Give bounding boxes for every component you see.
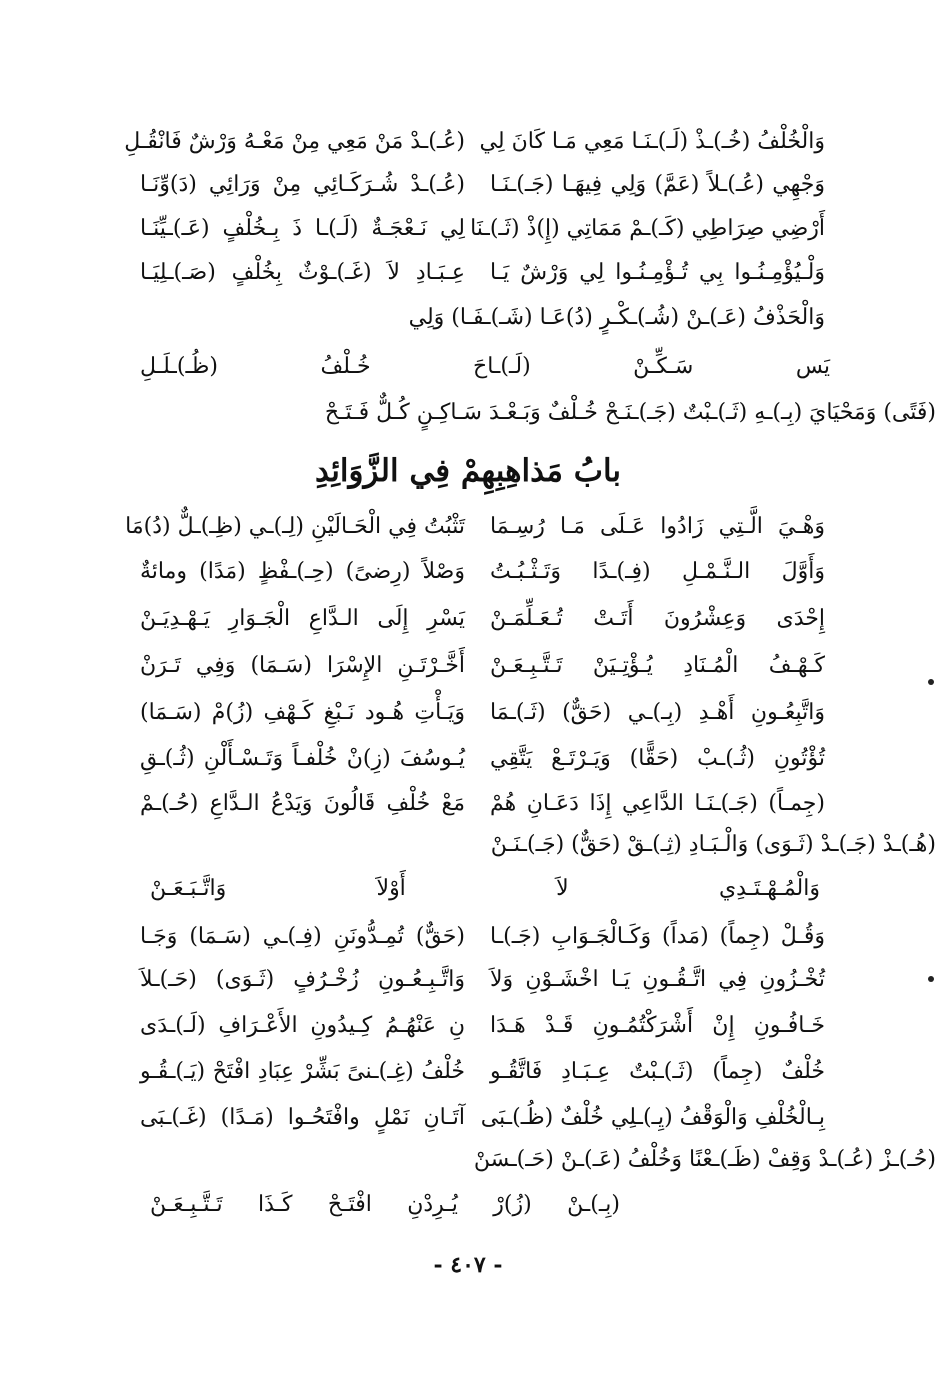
verse-line: [124, 119, 825, 165]
spread-verse-line: [150, 866, 820, 912]
verse-line: [140, 162, 825, 208]
verse-word: تَـتَّـبِـعَـنْ: [150, 1192, 223, 1217]
verse-second-hemistich: يُـوسُفَ (زِ)نْ خُلْفـاً وَتَـسْـأَلْنِ (ثُـ)ـقِ: [140, 746, 465, 771]
verse-line-full: (فَتًى) وَمَحْيَايَ (بِـ)ـهِ (ثَـ)ـبْتٌ (جَـ)ـنَـحْ خُـلْفٌ وَبَـعْـدَ سَـاكِـنٍ كُـلٌّ فَـتَـحْ: [324, 400, 936, 425]
spread-verse-line: [140, 344, 830, 390]
verse-first-hemistich: بِـالْخُلْفِ وَالْوَقْفُ (يِـ)ـلِي خُلْفٌ (ظُـ)ـبَى: [480, 1105, 825, 1130]
verse-second-hemistich: لِي نَـعْجَـةٌ (لَـ)ـا ذَ بِـخُلْفٍ (عَـ)ـيِّنَـا: [140, 216, 465, 241]
verse-second-hemistich: يَسْرِ إِلَى الـدَّاعِ الْجَـوَارِ يَـهْـدِيَـنْ: [140, 606, 465, 631]
verse-second-hemistich: (حَقٌّ) تُمِـدُّونَنِ (فِـ)ـي (سَـمَا) وَجَـا: [140, 924, 465, 949]
verse-line-full: (حُـ)ـزْ (عُـ)ـدْ وَقِفْ (ظَـ)ـعْنًا وَخُلْفُ (عَـ)ـنْ (حَـ)ـسَنْ: [473, 1147, 936, 1172]
margin-dot-mark: [928, 679, 934, 685]
verse-second-hemistich: أَخَّـرْتَـنِ الإِسْرَا (سَـمَا) وَفِي تَـرَنْ: [140, 653, 465, 678]
verse-word: خُـلْفُ: [320, 354, 371, 379]
verse-first-hemistich: وَقُـلْ (جِماً) (مَداً) وَكَـالْجَـوَابِ (جَـ)ـا: [490, 924, 825, 949]
verse-line: [140, 781, 825, 827]
verse-second-hemistich: وَاتَّـبِـعُـونِ زُخْـرُفٍ (ثَـوَى) (حَـ)ـلاَ: [140, 967, 465, 992]
verse-word: يَس: [795, 354, 830, 379]
verse-word: سَـكِّـنْ: [633, 354, 694, 379]
verse-first-hemistich: وَجْهِي (عُـ)ـلاً (عَمَّ) وَلِي فِيهَـا (جَـ)ـنَـا: [490, 172, 825, 197]
verse-word: (زُ)رْ: [493, 1192, 532, 1217]
verse-second-hemistich: (عُـ)ـدْ مَنْ مَعِي مِنْ مَعْـهُ وَرْشٌ فَانْقُـلِ: [124, 129, 465, 154]
verse-line: [140, 957, 825, 1003]
verse-word: (ظُـ)ـلَـلِ: [140, 354, 218, 379]
verse-word: كَـذَا: [257, 1192, 293, 1217]
verse-first-hemistich: وَلْـيُؤْمِـنُـوا بِي تُـؤْمِـنُـوا لِي وَرْشٌ يَـا: [490, 260, 825, 285]
verse-first-hemistich: وَالْحَذْفُ (عَـ)ـنْ (شُـ)ـكْـرٍ (دُ)عَـا (شَـ)ـفَـا) وَلِي: [408, 305, 825, 330]
verse-second-hemistich: وَصْلاً (رِضىً) (حِـ)ـفْظٍ (مَدًا) ومائةٌ: [140, 559, 465, 584]
verse-word: افْتَـحْ: [327, 1192, 372, 1217]
margin-dot-mark: [928, 976, 934, 982]
verse-line-full: (هُـ)ـدْ (جَـ)ـدْ (ثَـوَى) وَالْـبَـادِ (ثِـ)ـقْ (حَقٌّ) (جَـ)ـنَـنْ: [490, 832, 936, 857]
verse-line: [140, 206, 825, 252]
verse-first-hemistich: أَرْضِي صِرَاطِي (كَـ)ـمْ مَمَاتِي (إِ)ذْ (ثَـ)ـنَا: [470, 216, 825, 241]
verse-word: (بِـ)ـنْ: [567, 1192, 620, 1217]
verse-first-hemistich: (جِمـاً) (جَـ)ـنَـا الدَّاعِي إِذَا دَعَـانِ هُمْ: [490, 791, 825, 816]
verse-line: [140, 1049, 825, 1095]
verse-line: [140, 736, 825, 782]
verse-first-hemistich: وَهْـيَ الَّـتِي زَادُوا عَـلَى مَـا رُسِـمَا: [490, 514, 825, 539]
page-number: - ٤٠٧ -: [433, 1252, 503, 1278]
verse-second-hemistich: نِ عَنْهُـمُ كِـيدُونِ الأَعْـرَافِ (لَـ)ـدَى: [140, 1013, 465, 1038]
verse-second-hemistich: (عُـ)ـدْ شُـرَكَـائِي مِنْ وَرَائِي (دَ)وِّنَـا: [140, 172, 465, 197]
verse-second-hemistich: مَعْ خُلْفِ قَالُونَ وَيَدْعُ الـدَّاعِ (حُـ)ـمْ: [140, 791, 465, 816]
verse-line: [140, 295, 825, 341]
verse-line: [140, 914, 825, 960]
section-title: بابُ مَذاهِبِهِمْ فِي الزَّوَائِدِ: [314, 453, 622, 489]
verse-line: [140, 1003, 825, 1049]
verse-line: [140, 596, 825, 642]
verse-first-hemistich: وَالْخُلْفُ (خُـ)ـذْ (لَـ)ـنَـا مَعِي مَـا كَانَ لِي: [479, 129, 825, 154]
verse-first-hemistich: خَـافُـونِ إِنْ أَشْرَكْتُمُـونِ قَـدْ هَـدَا: [490, 1013, 825, 1038]
verse-second-hemistich: [140, 295, 465, 341]
verse-line: [140, 643, 825, 689]
verse-second-hemistich: تَثْبُتُ فِي الْحَـالَيْنِ (لِـ)ـي (ظِـ)ـلٌّ (دُ)مَا: [125, 514, 465, 539]
verse-first-hemistich: تُؤْتُونِ (ثُـ)ـبْ (حَقًّا) وَيَـرْتَـعْ يَتَّقِي: [490, 746, 825, 771]
verse-first-hemistich: خُلْفٌ (جِماً) (ثَـ)ـبْتٌ عِـبَـادِ فَاتَّقُـو: [490, 1059, 825, 1084]
verse-second-hemistich: عِـبَـادِ لاَ (غَـ)ـوْثٌ بِخُلْفٍ (صَـ)ـلِيَـا: [140, 260, 465, 285]
verse-first-hemistich: إِحْدَى وَعِشْرُونَ أَتَـتْ تُـعَـلِّمَـنْ: [490, 606, 825, 631]
verse-line: [140, 1095, 825, 1141]
verse-word: يُـرِدْنِ: [407, 1192, 458, 1217]
verse-line: [140, 690, 825, 736]
verse-line: [140, 250, 825, 296]
verse-word: (لَـ)ـاحَ: [473, 354, 531, 379]
verse-second-hemistich: خُلْفُ (غِـ)ـنىً بَشِّرْ عِبَادِ افْتَحْ (يَـ)ـقُـو: [140, 1059, 465, 1084]
verse-first-hemistich: وَأَوَّلَ الـنَّـمْـلِ (فِـ)ـدًا وَتَـثْـبُـتُ: [490, 559, 825, 584]
verse-second-hemistich: وَيَـأْتِ هُـود نَـبْغِ كَـهْفِ (زُ)مْ (سَـمَا): [140, 700, 465, 725]
verse-word: لاَ: [556, 876, 569, 901]
verse-line: [140, 549, 825, 595]
verse-line: [125, 504, 825, 550]
verse-second-hemistich: آتَـانِ نَمْلٍ وافْتَحُـوا (مَـدًا) (غَـ)ـبَى: [140, 1105, 465, 1130]
verse-word: وَالْمُـهْـتَـدِي: [718, 876, 820, 901]
verse-word: وَاتَّـبَـعَـنْ: [150, 876, 227, 901]
verse-word: أَوْلاَ: [376, 876, 406, 901]
verse-first-hemistich: وَاتَّبِعُـونِ أَهْـدِ (بِـ)ـي (حَقٌّ) (ثَـ)ـمَا: [490, 700, 825, 725]
spread-verse-line: [150, 1182, 620, 1228]
verse-first-hemistich: كَـهْـفُ الْمُـنَادِ يُـؤْتِـيَنْ تَـتَّـبِـعَـنْ: [490, 653, 825, 678]
verse-first-hemistich: تُخْـزُونِ فِي اتَّـقُـونِ يَـا اخْشَـوْنِ وَلاَ: [490, 967, 825, 992]
